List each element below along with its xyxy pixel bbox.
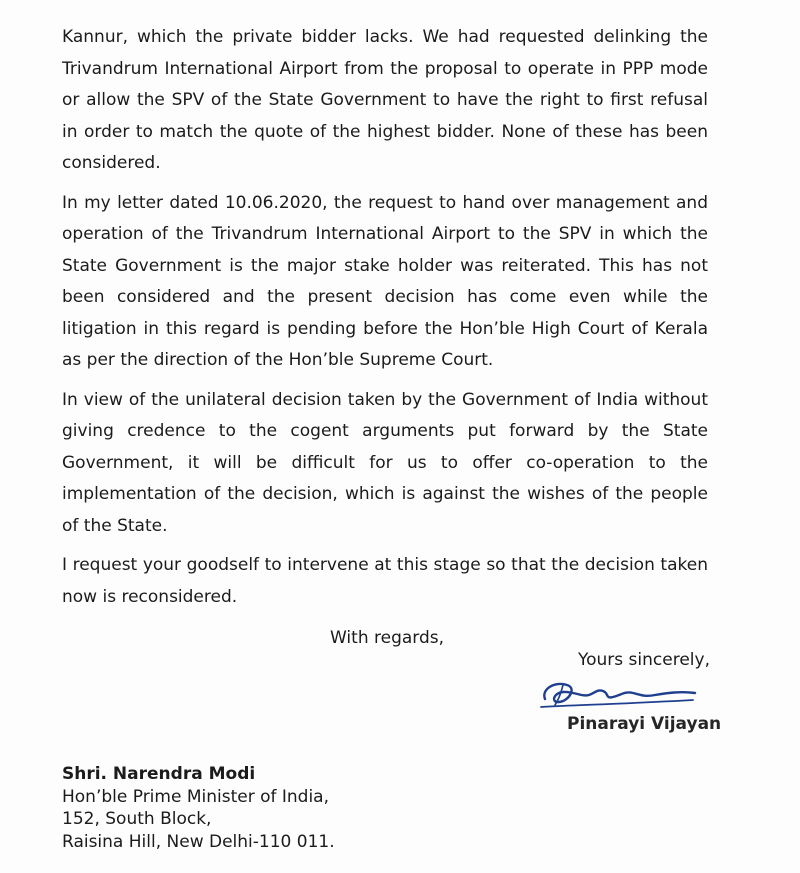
sign-off: Yours sincerely,: [578, 650, 710, 670]
recipient-address-line-1: 152, South Block,: [62, 809, 212, 829]
recipient-address-line-2: Raisina Hill, New Delhi-110 011.: [62, 831, 335, 852]
paragraph-4: [62, 550, 708, 613]
paragraph-1: Kannur, which the private bidder lacks. We had requested delinking the Trivandrum International Airport from the proposal to operate in PPP mode or allow the SPV of the State Government to have the right to first refusal in order to match the quote of the highest bidder. None of these has been considered.: [62, 27, 708, 173]
paragraph-3-text: In view of the unilateral decision taken by the Government of India without giving credence to the cogent arguments put forward by the State Government, it will be difficult for us to offer co-operation to the implementation of the decision, which is against the wishes of the people of the State.: [62, 389, 708, 536]
closing-regards: With regards,: [330, 628, 445, 648]
paragraph-4-text: I request your goodself to intervene at this stage so that the decision taken now is reconsidered.: [62, 555, 708, 607]
recipient-name: Shri. Narendra Modi: [62, 764, 256, 784]
signatory-name: Pinarayi Vijayan: [567, 714, 722, 734]
recipient-title: Hon’ble Prime Minister of India,: [62, 786, 330, 807]
paragraph-2: [62, 188, 708, 377]
letter-body: [62, 22, 708, 621]
handwritten-signature: [533, 675, 703, 715]
paragraph-2-text: In my letter dated 10.06.2020, the request to hand over management and operation of the Trivandrum International Airport to the SPV in which the State Government is the major stake holder was reiterated. This has not been considered and the present decision has come even while the litigation in this regard is pending before the Hon’ble High Court of Kerala as per the direction of the Hon’ble Supreme Court.: [62, 192, 708, 370]
paragraph-3: [62, 385, 708, 543]
recipient-block: [62, 763, 335, 853]
